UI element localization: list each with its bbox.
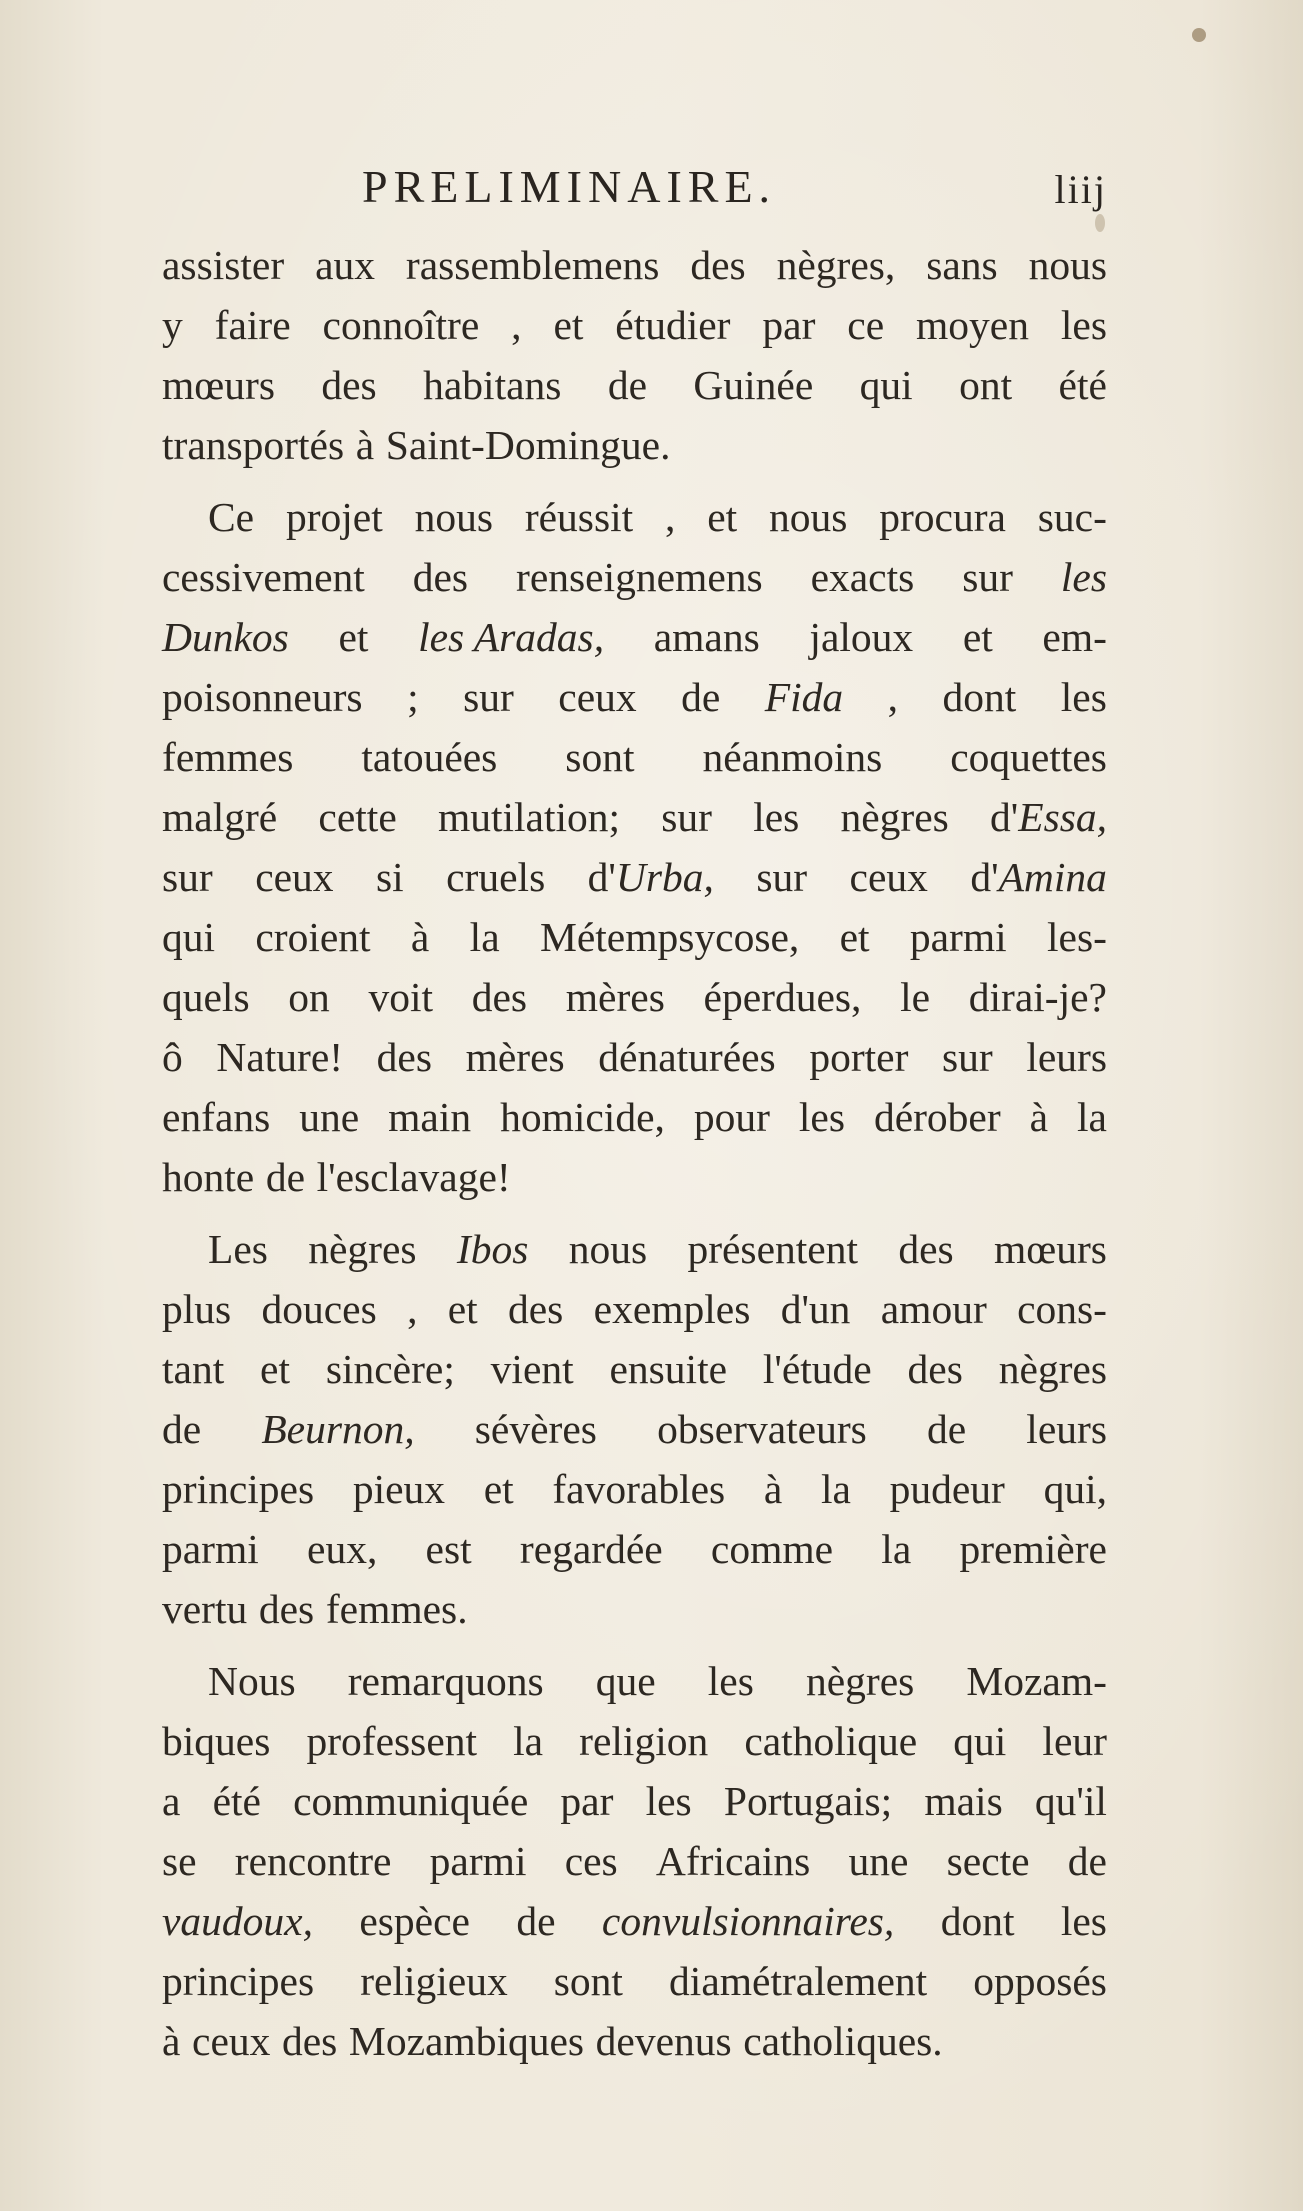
word: poisonneurs — [162, 674, 363, 720]
word: les — [1060, 1898, 1107, 1944]
word: mères — [565, 974, 665, 1020]
word: em- — [1042, 614, 1107, 660]
word: faire — [214, 302, 291, 348]
word: projet — [285, 494, 383, 540]
word: espèce — [359, 1898, 470, 1944]
word: pieux — [352, 1466, 446, 1512]
word: et — [483, 1466, 514, 1512]
word: rencontre — [234, 1838, 392, 1884]
text-line — [162, 1651, 1107, 1711]
word: ; — [407, 674, 419, 720]
word: ceux — [558, 674, 637, 720]
word: regardée — [519, 1526, 663, 1572]
word: la — [513, 1718, 544, 1764]
word: première — [959, 1526, 1107, 1572]
word: vient — [490, 1346, 574, 1392]
word: nègres — [805, 1658, 915, 1704]
word: nous — [768, 494, 848, 540]
word: remarquons — [347, 1658, 544, 1704]
page-number: liij — [1054, 167, 1107, 212]
word: tatouées — [361, 734, 498, 780]
word: et — [260, 1346, 290, 1392]
word: ont — [959, 362, 1013, 408]
word: des — [258, 1586, 315, 1632]
word: une — [848, 1838, 909, 1884]
word: parmi — [162, 1526, 259, 1572]
word: Mozam- — [966, 1658, 1107, 1704]
word: exemples — [593, 1286, 751, 1332]
word: d'un — [780, 1286, 851, 1332]
word: ô — [162, 1034, 183, 1080]
word: jaloux — [809, 614, 914, 660]
word: procura — [879, 494, 1006, 540]
text-line — [162, 547, 1107, 607]
word: les — [1060, 554, 1107, 600]
word: devenus — [595, 2018, 732, 2064]
paragraph — [162, 235, 1107, 475]
text-line — [162, 1891, 1107, 1951]
word: vertu — [162, 1586, 248, 1632]
word: communiquée — [293, 1778, 529, 1824]
word: dirai-je? — [968, 974, 1107, 1020]
word: que — [595, 1658, 656, 1704]
word: ceux — [849, 854, 928, 900]
word: étudier — [615, 302, 731, 348]
word: mères — [465, 1034, 565, 1080]
word: transportés — [162, 422, 345, 468]
word: les — [1060, 674, 1107, 720]
word: de — [607, 362, 648, 408]
word: nègres — [840, 794, 949, 840]
text-line — [162, 487, 1107, 547]
word: ceux — [255, 854, 334, 900]
word: l'esclavage! — [316, 1154, 511, 1200]
word: Mozambiques — [348, 2018, 585, 2064]
word: des — [321, 362, 377, 408]
word: Fida — [764, 674, 844, 720]
text-line — [162, 295, 1107, 355]
word: sur — [962, 554, 1013, 600]
word: à — [355, 422, 375, 468]
word: et — [553, 302, 584, 348]
word: , — [887, 674, 899, 720]
word: et — [338, 614, 369, 660]
word: biques — [162, 1718, 271, 1764]
word: connoître — [322, 302, 480, 348]
word: par — [560, 1778, 614, 1824]
text-line — [162, 1711, 1107, 1771]
running-title: PRELIMINAIRE. — [362, 161, 777, 212]
word: femmes — [162, 734, 294, 780]
word: homicide, — [500, 1094, 665, 1140]
word: diamétralement — [669, 1958, 928, 2004]
word: cruels — [446, 854, 546, 900]
word: est — [425, 1526, 472, 1572]
word: Guinée — [693, 362, 814, 408]
word: ceux — [192, 2018, 271, 2064]
text-line — [162, 2011, 1107, 2071]
word: et — [839, 914, 870, 960]
word: été — [212, 1778, 261, 1824]
word: et — [962, 614, 993, 660]
word: par — [762, 302, 816, 348]
word: sans — [926, 242, 998, 288]
word: néanmoins — [702, 734, 883, 780]
word: renseignemens — [516, 554, 763, 600]
word: qui — [859, 362, 913, 408]
word: pudeur — [889, 1466, 1005, 1512]
word: de — [1067, 1838, 1107, 1884]
word: cette — [318, 794, 397, 840]
text-line — [162, 235, 1107, 295]
text-line — [162, 1831, 1107, 1891]
word: catholiques. — [743, 2018, 943, 2064]
word: sont — [565, 734, 635, 780]
word: , — [511, 302, 522, 348]
ink-spot — [1192, 28, 1206, 42]
text-line — [162, 1219, 1107, 1279]
word: Les — [208, 1226, 268, 1272]
text-line — [162, 1951, 1107, 2011]
paragraph-gap — [162, 1639, 1107, 1651]
word: Métempsycose, — [539, 914, 800, 960]
word: la — [881, 1526, 912, 1572]
word: mœurs — [162, 362, 275, 408]
word: Ibos — [456, 1226, 529, 1272]
word: si — [375, 854, 404, 900]
word: assister — [162, 242, 285, 288]
word: les — [645, 1778, 692, 1824]
word: secte — [946, 1838, 1030, 1884]
word: y — [162, 302, 183, 348]
text-line — [162, 787, 1107, 847]
text-line — [162, 1771, 1107, 1831]
paragraph — [162, 1219, 1107, 1639]
text-line — [162, 727, 1107, 787]
word: principes — [162, 1958, 315, 2004]
word: Portugais; — [723, 1778, 893, 1824]
word: observateurs — [657, 1406, 867, 1452]
text-line — [162, 667, 1107, 727]
word: croient — [255, 914, 371, 960]
paragraph-gap — [162, 1207, 1107, 1219]
word: coquettes — [950, 734, 1107, 780]
word: comme — [710, 1526, 834, 1572]
word: dont — [942, 674, 1017, 720]
word: religieux — [360, 1958, 508, 2004]
word: pour — [693, 1094, 770, 1140]
word: quels — [162, 974, 250, 1020]
word: opposés — [973, 1958, 1107, 2004]
word: le — [900, 974, 931, 1020]
word: des — [412, 554, 469, 600]
word: sur — [162, 854, 213, 900]
word: vaudoux, — [162, 1898, 313, 1944]
word: à — [1029, 1094, 1049, 1140]
word: sont — [553, 1958, 623, 2004]
word: ensuite — [609, 1346, 728, 1392]
text-line — [162, 1519, 1107, 1579]
text-line — [162, 1087, 1107, 1147]
text-line — [162, 607, 1107, 667]
word: habitans — [423, 362, 562, 408]
word: dénaturées — [598, 1034, 776, 1080]
word: Africains — [655, 1838, 811, 1884]
word: d'Amina — [970, 854, 1107, 900]
word: les — [798, 1094, 845, 1140]
word: leur — [1042, 1718, 1107, 1764]
word: de — [265, 1154, 305, 1200]
word: la — [1077, 1094, 1107, 1140]
word: l'étude — [762, 1346, 872, 1392]
word: qui — [162, 914, 216, 960]
word: , — [407, 1286, 418, 1332]
text-line — [162, 1027, 1107, 1087]
word: les — [1060, 302, 1107, 348]
word: sévères — [474, 1406, 597, 1452]
word: dont — [940, 1898, 1015, 1944]
word: de — [926, 1406, 967, 1452]
word: suc- — [1037, 494, 1107, 540]
word: ces — [564, 1838, 618, 1884]
text-line — [162, 415, 1107, 475]
word: ce — [847, 302, 885, 348]
body-text — [162, 235, 1107, 2071]
word: et — [707, 494, 738, 540]
word: eux, — [307, 1526, 378, 1572]
word: éperdues, — [703, 974, 862, 1020]
paragraph — [162, 487, 1107, 1207]
text-line — [162, 1579, 1107, 1639]
word: Beurnon, — [261, 1406, 415, 1452]
word: parmi — [429, 1838, 527, 1884]
word: de — [162, 1406, 202, 1452]
word: on — [288, 974, 330, 1020]
word: douces — [261, 1286, 377, 1332]
word: de — [516, 1898, 556, 1944]
word: Nous — [208, 1658, 296, 1704]
word: sur — [463, 674, 514, 720]
word: d'Urba, — [587, 854, 714, 900]
paragraph-gap — [162, 475, 1107, 487]
word: rassemblemens — [405, 242, 660, 288]
word: mutilation; — [437, 794, 621, 840]
word: des — [376, 1034, 432, 1080]
word: leurs — [1026, 1034, 1107, 1080]
word: qu'il — [1034, 1778, 1107, 1824]
word: cessivement — [162, 554, 365, 600]
word: les- — [1047, 914, 1107, 960]
word: mœurs — [993, 1226, 1107, 1272]
word: tant — [162, 1346, 225, 1392]
running-head — [162, 160, 1107, 220]
word: amour — [880, 1286, 987, 1332]
word: sur — [661, 794, 712, 840]
word: , — [665, 494, 676, 540]
word: des — [471, 974, 528, 1020]
word: les — [753, 794, 800, 840]
word: à — [162, 2018, 181, 2064]
word: présentent — [687, 1226, 858, 1272]
text-line — [162, 1147, 1107, 1207]
word: Dunkos — [162, 614, 289, 660]
text-line — [162, 1459, 1107, 1519]
word: d'Essa, — [989, 794, 1107, 840]
word: les Aradas, — [418, 614, 605, 660]
word: professent — [306, 1718, 478, 1764]
word: réussit — [524, 494, 634, 540]
word: honte — [162, 1154, 255, 1200]
word: se — [162, 1838, 197, 1884]
text-line — [162, 907, 1107, 967]
word: qui, — [1043, 1466, 1107, 1512]
word: moyen — [916, 302, 1029, 348]
word: dérober — [873, 1094, 1001, 1140]
word: sincère; — [325, 1346, 455, 1392]
word: à — [763, 1466, 783, 1512]
word: Nature! — [216, 1034, 344, 1080]
word: main — [388, 1094, 472, 1140]
word: des — [281, 2018, 338, 2064]
text-line — [162, 967, 1107, 1027]
word: Saint-Domingue. — [385, 422, 671, 468]
word: favorables — [552, 1466, 726, 1512]
word: nous — [1028, 242, 1107, 288]
word: religion — [579, 1718, 709, 1764]
word: catholique — [744, 1718, 918, 1764]
word: femmes. — [325, 1586, 468, 1632]
word: amans — [653, 614, 760, 660]
word: enfans — [162, 1094, 271, 1140]
word: la — [820, 1466, 851, 1512]
word: porter — [809, 1034, 909, 1080]
word: de — [681, 674, 721, 720]
word: nous — [414, 494, 493, 540]
word: exacts — [810, 554, 915, 600]
word: a — [162, 1778, 181, 1824]
word: à — [410, 914, 430, 960]
word: malgré — [162, 794, 278, 840]
word: et — [447, 1286, 478, 1332]
word: mais — [924, 1778, 1003, 1824]
word: nègres, — [776, 242, 896, 288]
word: plus — [162, 1286, 232, 1332]
word: nègres — [308, 1226, 417, 1272]
text-line — [162, 847, 1107, 907]
word: nègres — [998, 1346, 1107, 1392]
word: qui — [953, 1718, 1007, 1764]
word: nous — [568, 1226, 648, 1272]
word: la — [469, 914, 500, 960]
word: une — [299, 1094, 360, 1140]
text-line — [162, 1399, 1107, 1459]
text-line — [162, 1279, 1107, 1339]
word: leurs — [1026, 1406, 1107, 1452]
word: des — [690, 242, 746, 288]
word: des — [907, 1346, 963, 1392]
text-line — [162, 355, 1107, 415]
paragraph — [162, 1651, 1107, 2071]
word: été — [1058, 362, 1107, 408]
word: Ce — [208, 494, 255, 540]
word: convulsionnaires, — [601, 1898, 895, 1944]
word: sur — [942, 1034, 993, 1080]
word: cons- — [1017, 1286, 1107, 1332]
word: des — [508, 1286, 564, 1332]
word: sur — [756, 854, 808, 900]
word: les — [707, 1658, 754, 1704]
word: voit — [368, 974, 434, 1020]
text-line — [162, 1339, 1107, 1399]
word: principes — [162, 1466, 315, 1512]
word: des — [898, 1226, 954, 1272]
word: aux — [315, 242, 375, 288]
word: parmi — [909, 914, 1007, 960]
